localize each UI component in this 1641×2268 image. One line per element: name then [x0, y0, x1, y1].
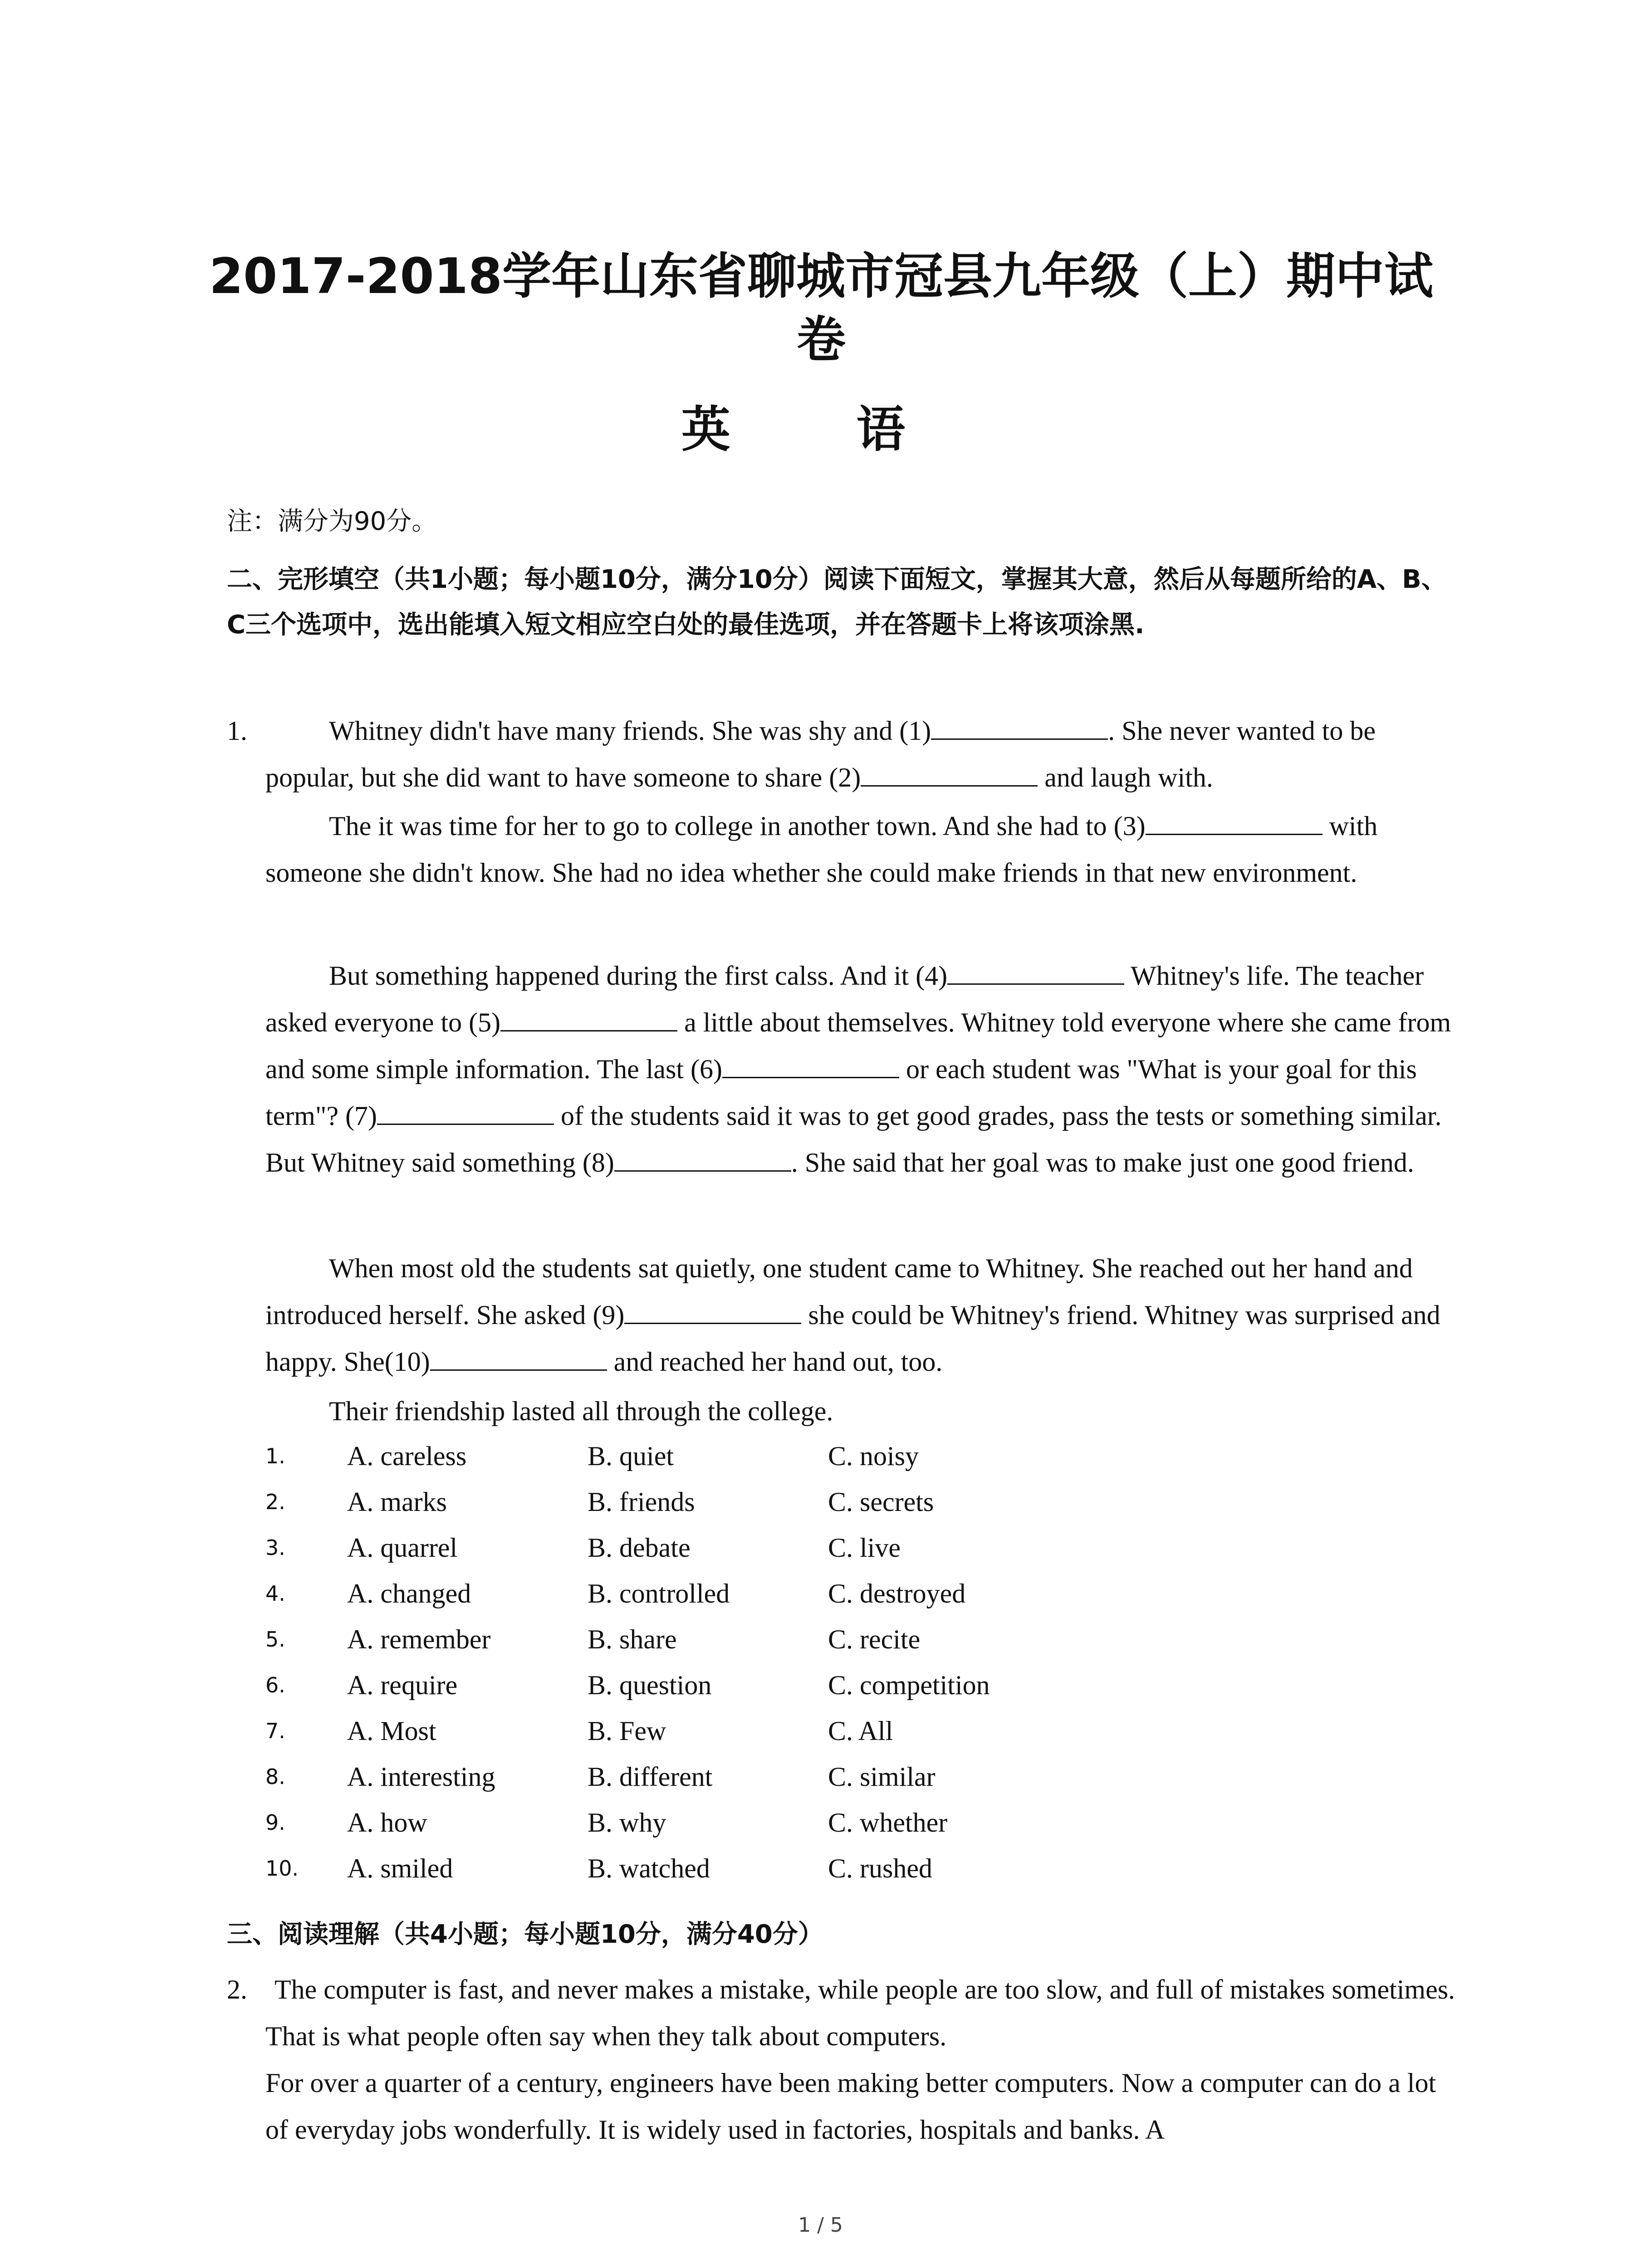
option-number: 10. [265, 1856, 299, 1881]
option-c[interactable]: C. rushed [828, 1853, 932, 1883]
option-row [265, 1708, 1173, 1754]
option-a[interactable]: A. careless [347, 1441, 467, 1471]
option-b[interactable]: B. quiet [588, 1441, 674, 1471]
answer-blank-2 [861, 760, 1038, 787]
answer-blank-1 [931, 713, 1108, 740]
question-2-number: 2. [227, 1975, 247, 2004]
option-b[interactable]: B. why [588, 1808, 666, 1838]
option-number: 4. [265, 1581, 285, 1606]
option-c[interactable]: C. competition [828, 1670, 990, 1700]
option-row [265, 1571, 1173, 1617]
section-3-heading: 三、阅读理解（共4小题；每小题10分，满分40分） [227, 1920, 823, 1949]
text-run: or each student was "What is your goal for this term"? (7) [265, 1054, 1417, 1131]
answer-blank-8 [614, 1145, 791, 1172]
text-run: with someone she didn't know. She had no idea whether she could make friends in that new environment. [265, 811, 1378, 888]
text-run: . She said that her goal was to make just one good friend. [791, 1148, 1414, 1178]
option-c[interactable]: C. whether [828, 1808, 948, 1838]
score-note: 注：满分为90分。 [227, 507, 437, 536]
option-number: 1. [265, 1444, 285, 1468]
option-b[interactable]: B. debate [588, 1533, 691, 1563]
option-b[interactable]: B. question [588, 1670, 712, 1700]
option-row [265, 1662, 1173, 1708]
option-row [265, 1800, 1173, 1846]
option-c[interactable]: C. secrets [828, 1487, 934, 1517]
text-run: . She never wanted to be popular, but she did want to have someone to share (2) [265, 716, 1376, 792]
option-number: 2. [265, 1490, 285, 1514]
text-run: Whitney's life. The teacher asked everyone to (5) [265, 961, 1424, 1037]
exam-title: 2017-2018学年山东省聊城市冠县九年级（上）期中试卷 [209, 248, 1433, 368]
option-a[interactable]: A. quarrel [347, 1533, 458, 1563]
cloze-paragraph-2 [265, 803, 1463, 896]
option-row [265, 1433, 1173, 1479]
option-c[interactable]: C. recite [828, 1624, 921, 1654]
text-run: a little about themselves. Whitney told everyone where she came from and some simple information. The last (6) [265, 1007, 1451, 1084]
option-a[interactable]: A. require [347, 1670, 458, 1700]
question-1-number: 1. [227, 716, 247, 746]
option-a[interactable]: A. interesting [347, 1762, 495, 1792]
cloze-paragraph-3 [265, 953, 1463, 1186]
option-b[interactable]: B. friends [588, 1487, 695, 1517]
text-run: The it was time for her to go to college in another town. And she had to (3) [329, 811, 1146, 841]
text-run: Whitney didn't have many friends. She was shy and [329, 716, 900, 746]
text-run: (1) [899, 716, 931, 746]
option-b[interactable]: B. share [588, 1624, 677, 1654]
option-c[interactable]: C. live [828, 1533, 901, 1563]
option-b[interactable]: B. Few [588, 1716, 666, 1746]
page-number: 1 / 5 [798, 2214, 843, 2237]
option-number: 9. [265, 1810, 285, 1835]
option-c[interactable]: C. noisy [828, 1441, 919, 1471]
option-row [265, 1617, 1173, 1662]
option-c[interactable]: C. All [828, 1716, 893, 1746]
option-c[interactable]: C. destroyed [828, 1579, 966, 1608]
text-run: When most old the students sat quietly, one student came to Whitney. She reached out her hand and introduced herself. She asked (9) [265, 1253, 1413, 1330]
cloze-paragraph-4 [265, 1245, 1463, 1385]
answer-blank-3 [1146, 808, 1323, 835]
option-row [265, 1754, 1173, 1800]
answer-blank-9 [624, 1297, 801, 1324]
option-a[interactable]: A. how [347, 1808, 427, 1838]
option-row [265, 1846, 1173, 1892]
reading-paragraph-2: For over a quarter of a century, engineers have been making better computers. Now a computer can do a lot of everyday jobs wonderfully. It is widely used in factories, hospitals and banks. A [265, 2068, 1436, 2145]
option-row [265, 1479, 1173, 1525]
cloze-paragraph-5: Their friendship lasted all through the college. [329, 1396, 833, 1426]
option-a[interactable]: A. Most [347, 1716, 436, 1746]
option-a[interactable]: A. remember [347, 1624, 491, 1654]
options-list [265, 1433, 1173, 1892]
cloze-paragraph-1 [265, 708, 1463, 801]
option-number: 7. [265, 1719, 285, 1743]
answer-blank-10 [430, 1344, 607, 1371]
option-a[interactable]: A. marks [347, 1487, 447, 1517]
option-b[interactable]: B. controlled [588, 1579, 730, 1608]
answer-blank-5 [500, 1005, 677, 1031]
option-row [265, 1525, 1173, 1571]
option-number: 6. [265, 1673, 285, 1697]
option-c[interactable]: C. similar [828, 1762, 936, 1792]
option-a[interactable]: A. smiled [347, 1853, 453, 1883]
text-run: and laugh with. [1038, 763, 1213, 792]
option-a[interactable]: A. changed [347, 1579, 471, 1608]
option-number: 3. [265, 1535, 285, 1560]
answer-blank-4 [947, 958, 1124, 985]
option-number: 8. [265, 1765, 285, 1789]
text-run: But something happened during the first calss. And it (4) [329, 961, 948, 991]
reading-paragraph-1: The computer is fast, and never makes a mistake, while people are too slow, and full of mistakes sometimes. That is what people often say when they talk about computers. [265, 1975, 1455, 2051]
answer-blank-7 [377, 1098, 554, 1125]
option-b[interactable]: B. different [588, 1762, 713, 1792]
section-2-heading: 二、完形填空（共1小题；每小题10分，满分10分）阅读下面短文，掌握其大意，然后从每题所给的A、B、C三个选项中，选出能填入短文相应空白处的最佳选项，并在答题卡上将该项涂黑. [227, 565, 1447, 640]
option-number: 5. [265, 1627, 285, 1652]
answer-blank-6 [722, 1051, 899, 1078]
text-run: and reached her hand out, too. [607, 1347, 943, 1377]
option-b[interactable]: B. watched [588, 1853, 710, 1883]
text-run: she could be Whitney's friend. Whitney was surprised and happy. She(10) [265, 1300, 1440, 1377]
text-run: of the students said it was to get good grades, pass the tests or something similar. But Whitney said something (8) [265, 1101, 1442, 1178]
subject-title: 英 语 [681, 401, 960, 458]
